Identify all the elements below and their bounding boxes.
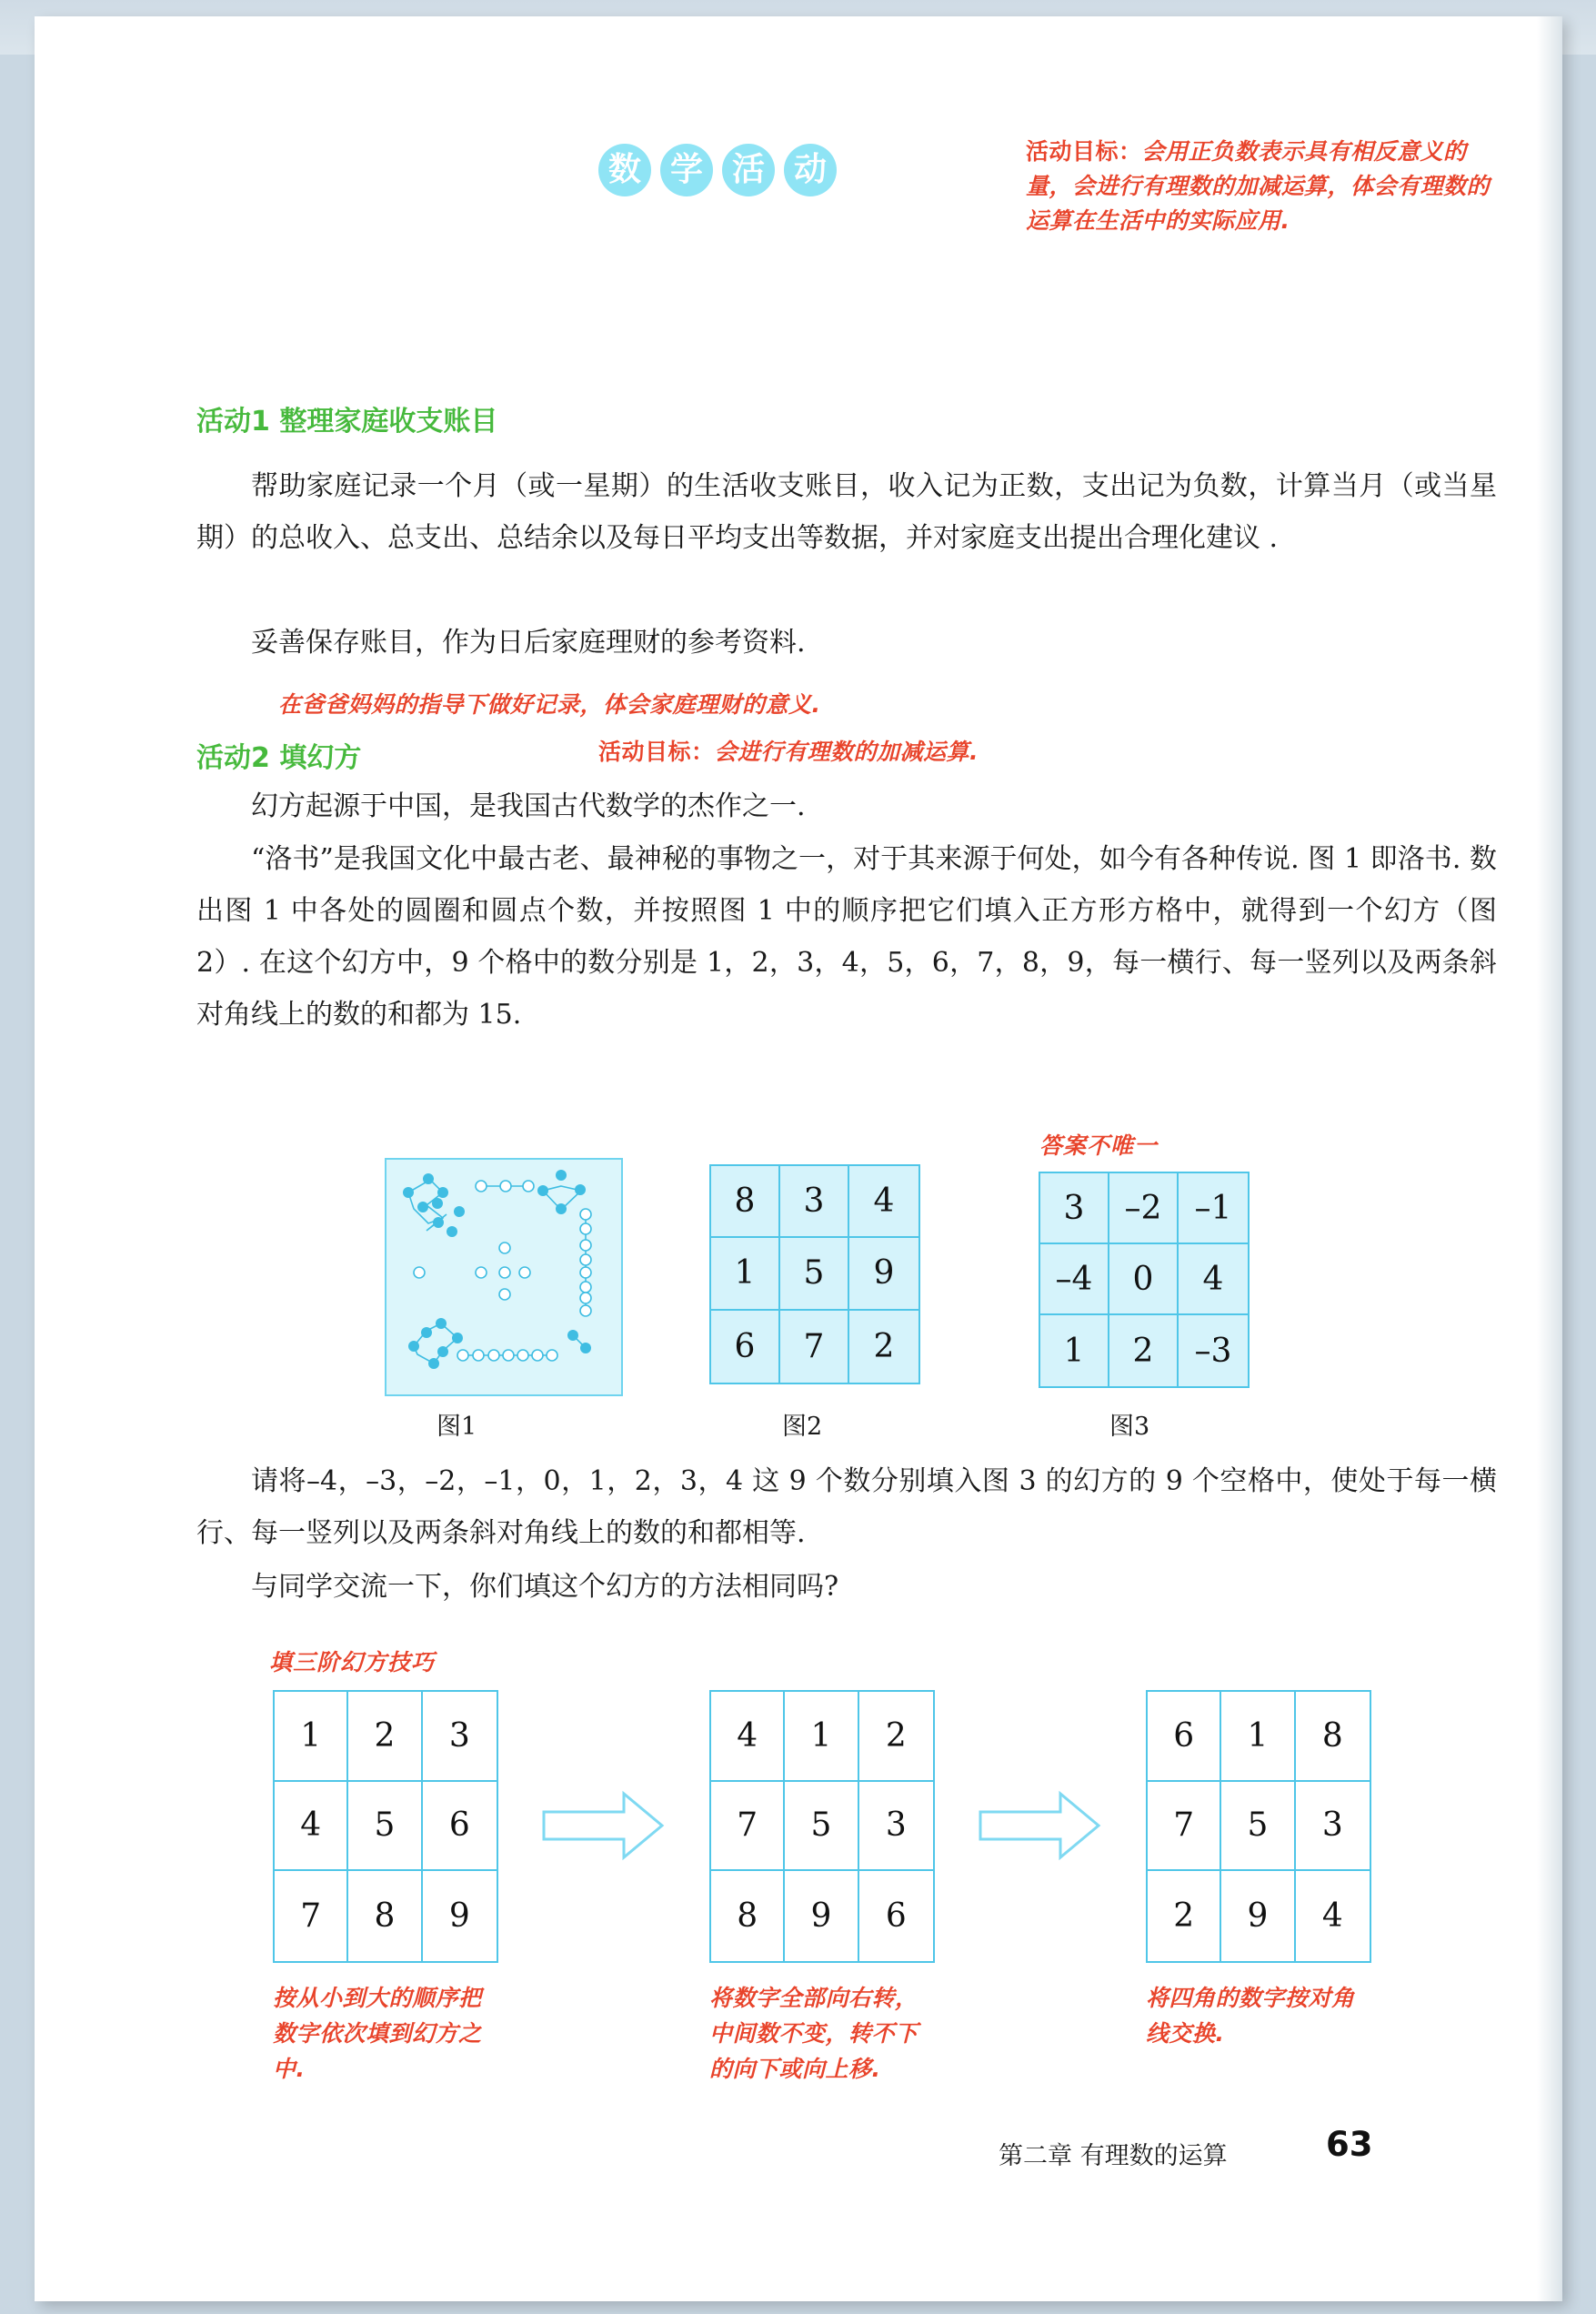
grid-cell: 6 [885,1897,907,1936]
figure-3-magic-square [1039,1172,1250,1388]
grid-cell: 3 [859,1782,933,1872]
title-char-bubble: 数 [598,144,651,196]
grid-cell: 1 [1221,1692,1295,1782]
grid-cell: 8 [711,1166,780,1238]
grid-cell: 3 [423,1692,497,1782]
grid-cell: 3 [1040,1173,1109,1244]
technique-grid-step-2 [709,1690,935,1963]
activity2-heading: 活动2 填幻方 [196,742,362,774]
grid-cell: 5 [1221,1782,1295,1872]
goal-text: 会进行有理数的加减运算. [714,739,979,765]
grid-cell: 6 [1148,1692,1221,1782]
grid-cell: 8 [1296,1692,1370,1782]
grid-cell: –3 [1179,1315,1248,1386]
grid-cell: –4 [1040,1244,1109,1315]
title-char-bubble: 动 [784,144,837,196]
grid-cell: 2 [1148,1871,1221,1961]
grid-cell: 9 [448,1897,470,1936]
grid-cell: 9 [849,1238,918,1310]
grid-cell: 2 [849,1311,918,1383]
grid-cell: 9 [1221,1871,1295,1961]
goal-label: 活动目标： [598,739,715,765]
activity2-paragraph-2: “洛书”是我国文化中最古老、最神秘的事物之一，对于其来源于何处，如今有各种传说. 图 1 即洛书. 数出图 1 中各处的圆圈和圆点个数，并按照图 1 中的顺序把它们填入正方形方格中，就得到一个幻方（图 2）. 在这个幻方中，9 个格中的数分别是 1，2，3，4，5，6，7，8，9，每一横行、每一竖列以及两条斜对角线上的数的和都为 15. [196,843,1497,1031]
activity2-paragraph-3: 请将–4，–3，–2，–1，0，1，2，3，4 这 9 个数分别填入图 3 的幻方的 9 个空格中，使处于每一横行、每一竖列以及两条斜对角线上的数的和都相等. [196,1465,1497,1549]
grid-cell: 4 [275,1782,348,1872]
activity2-goal-note [598,735,1326,770]
technique-grid-step-1 [273,1690,498,1963]
grid-cell: 1 [711,1238,780,1310]
grid-cell: 7 [275,1871,348,1961]
title-char-bubble: 学 [660,144,713,196]
page-title [598,144,837,196]
page-number: 63 [1326,2125,1373,2164]
grid-cell: 5 [785,1782,858,1872]
grid-cell: 1 [1040,1315,1109,1386]
arrow-right-icon [540,1788,668,1867]
grid-cell: 9 [785,1871,858,1961]
grid-cell: 6 [423,1782,497,1872]
grid-cell: 1 [275,1692,348,1782]
figure-1-luoshu-diagram [385,1158,623,1396]
textbook-page [35,16,1562,2301]
figure-1-caption: 图1 [437,1413,477,1441]
figure-2-caption: 图2 [782,1413,823,1441]
activity1-paragraph-1: 帮助家庭记录一个月（或一星期）的生活收支账目，收入记为正数，支出记为负数，计算当月（或当星期）的总收入、总支出、总结余以及每日平均支出等数据，并对家庭支出提出合理化建议 . [196,470,1497,554]
grid-cell: 4 [849,1166,918,1238]
page-header [35,138,1562,244]
activity1-heading: 活动1 整理家庭收支账目 [196,406,498,438]
grid-cell: 3 [1296,1782,1370,1872]
grid-cell: 5 [348,1782,422,1872]
activity2-paragraph-4: 与同学交流一下，你们填这个幻方的方法相同吗? [251,1571,839,1603]
luoshu-dots-svg [386,1160,621,1394]
technique-note-3: 将四角的数字按对角线交换. [1146,1985,1355,2047]
technique-title: 填三阶幻方技巧 [269,1649,436,1675]
grid-cell: 2 [859,1692,933,1782]
figure-2-magic-square [709,1164,920,1384]
title-char-bubble: 活 [722,144,775,196]
activity1-paragraph-2: 妥善保存账目，作为日后家庭理财的参考资料. [251,627,806,659]
technique-note-2: 将数字全部向右转，中间数不变，转不下的向下或向上移. [709,1985,918,2082]
grid-cell: –1 [1179,1173,1248,1244]
grid-cell: 7 [1148,1782,1221,1872]
grid-cell: 8 [348,1871,422,1961]
goal-text: 会用正负数表示具有相反意义的量，会进行有理数的加减运算，体会有理数的运算在生活中的实际应用. [1026,138,1491,234]
footer-chapter: 第二章 有理数的运算 [999,2142,1228,2170]
technique-note-1: 按从小到大的顺序把数字依次填到幻方之中. [273,1985,482,2082]
activity1-red-note: 在爸爸妈妈的指导下做好记录，体会家庭理财的意义. [278,691,821,718]
grid-cell: 6 [711,1311,780,1383]
grid-cell: 2 [348,1692,422,1782]
grid-cell: 0 [1109,1244,1179,1315]
arrow-right-icon [977,1788,1104,1867]
figure-3-caption: 图3 [1109,1413,1150,1441]
grid-cell: 4 [1179,1244,1248,1315]
activity2-paragraph-1: 幻方起源于中国，是我国古代数学的杰作之一. [251,790,806,822]
grid-cell: –2 [1109,1173,1179,1244]
grid-cell: 2 [1109,1315,1179,1386]
grid-cell: 7 [711,1782,785,1872]
grid-cell: 4 [1321,1897,1343,1936]
grid-cell: 8 [711,1871,785,1961]
figure-3-answer-note: 答案不唯一 [1039,1132,1159,1159]
grid-cell: 5 [780,1238,849,1310]
goal-label: 活动目标： [1026,138,1142,165]
grid-cell: 1 [785,1692,858,1782]
activity1-goal-note [1026,135,1499,238]
grid-cell: 7 [780,1311,849,1383]
grid-cell: 4 [711,1692,785,1782]
technique-grid-step-3 [1146,1690,1371,1963]
grid-cell: 3 [780,1166,849,1238]
